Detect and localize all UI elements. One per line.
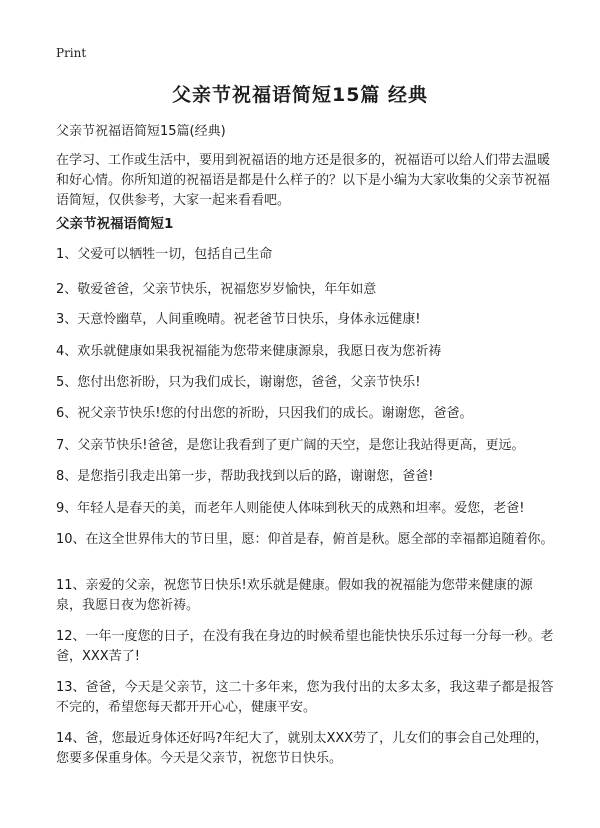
list-item: 12、一年一度您的日子，在没有我在身边的时候希望也能快快乐乐过每一分每一秒。老爸，XXX苦了! (56, 629, 554, 664)
list-item: 4、欢乐就健康如果我祝福能为您带来健康源泉，我愿日夜为您祈祷 (56, 344, 442, 359)
page-title: 父亲节祝福语简短15篇 经典 (171, 84, 429, 106)
list-item: 3、天意怜幽草，人间重晚晴。祝老爸节日快乐，身体永远健康! (56, 312, 421, 327)
article-subtitle: 父亲节祝福语简短15篇(经典) (56, 124, 226, 139)
list-item: 9、年轻人是春天的美，而老年人则能使人体味到秋天的成熟和坦率。爱您，老爸! (56, 501, 525, 516)
list-item: 10、在这全世界伟大的节日里，愿：仰首是春，俯首是秋。愿全部的幸福都追随着你。 (56, 532, 554, 547)
list-item: 7、父亲节快乐!爸爸，是您让我看到了更广阔的天空，是您让我站得更高，更远。 (56, 438, 525, 453)
section-heading: 父亲节祝福语简短1 (56, 216, 174, 232)
list-item: 13、爸爸，今天是父亲节，这二十多年来，您为我付出的太多太多，我这辈子都是报答不完的，希望您每天都开开心心，健康平安。 (56, 680, 554, 715)
list-item: 5、您付出您祈盼，只为我们成长，谢谢您，爸爸，父亲节快乐! (56, 375, 421, 390)
list-item: 2、敬爱爸爸，父亲节快乐，祝福您岁岁愉快，年年如意 (56, 282, 377, 297)
intro-paragraph: 在学习、工作或生活中，要用到祝福语的地方还是很多的，祝福语可以给人们带去温暖和好心情。你所知道的祝福语是都是什么样子的？以下是小编为大家收集的父亲节祝福语简短，仅供参考，大家一起来看看吧。 (56, 153, 551, 208)
list-item: 14、爸，您最近身体还好吗?年纪大了，就别太XXX劳了，儿女们的事会自己处理的，您要多保重身体。今天是父亲节，祝您节日快乐。 (56, 731, 549, 766)
print-link[interactable]: Print (56, 46, 87, 60)
list-item: 8、是您指引我走出第一步，帮助我找到以后的路，谢谢您，爸爸! (56, 469, 434, 484)
list-item: 6、祝父亲节快乐!您的付出您的祈盼，只因我们的成长。谢谢您，爸爸。 (56, 406, 473, 421)
list-item: 1、父爱可以牺牲一切，包括自己生命 (56, 247, 273, 262)
list-item: 11、亲爱的父亲，祝您节日快乐!欢乐就是健康。假如我的祝福能为您带来健康的源泉，我愿日夜为您祈祷。 (56, 578, 533, 613)
